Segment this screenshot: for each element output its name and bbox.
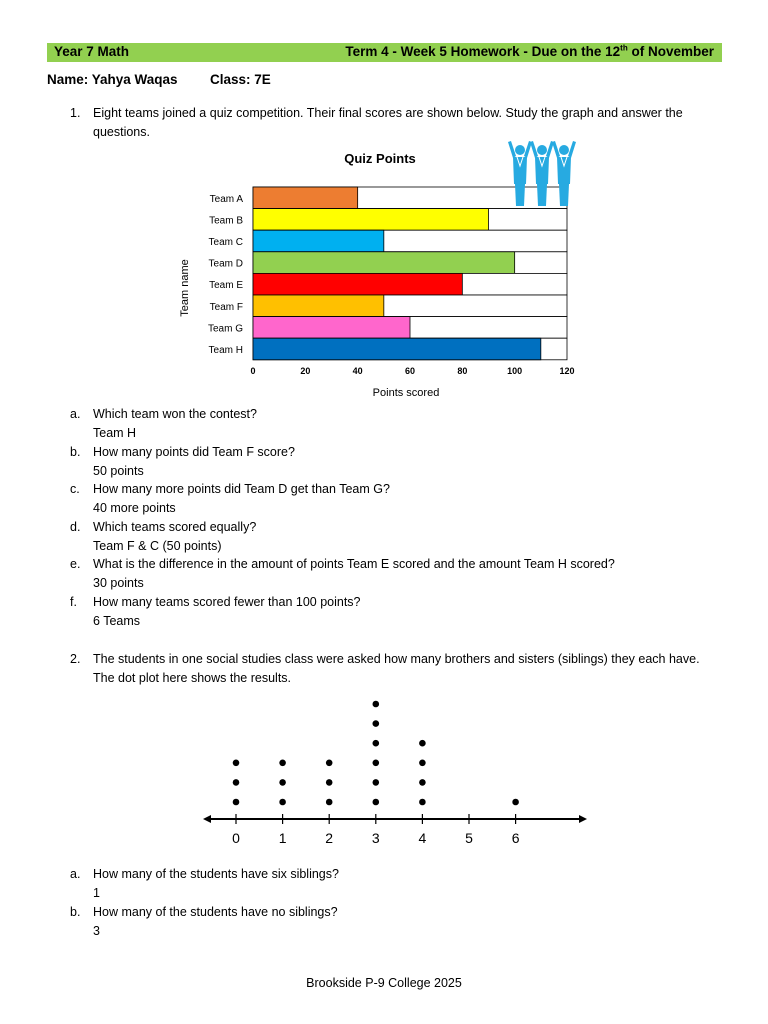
tick-label: 0 xyxy=(232,830,240,846)
dot xyxy=(373,701,380,708)
q1-part-answer: 6 Teams xyxy=(93,613,141,628)
dot xyxy=(373,760,380,767)
q2-part-question: How many of the students have no siblings? xyxy=(93,904,338,919)
dot xyxy=(419,779,426,786)
bar-category-label: Team B xyxy=(209,215,243,227)
q2-part-letter: a. xyxy=(70,867,81,881)
dot xyxy=(373,720,380,727)
tick-label: 1 xyxy=(278,830,287,846)
q1-part-answer: 50 points xyxy=(93,463,144,478)
student-class: Class: 7E xyxy=(210,72,271,87)
q2-part-question: How many of the students have six siblings? xyxy=(93,867,339,881)
q1-part-answer: Team H xyxy=(93,426,137,440)
bar xyxy=(253,187,358,209)
dot xyxy=(326,799,333,806)
dot xyxy=(512,799,519,806)
quiz-points-chart xyxy=(170,140,600,402)
bar xyxy=(253,252,515,274)
x-axis-label: Points scored xyxy=(372,387,440,399)
arrow-right-icon xyxy=(579,815,587,823)
q1-part-letter: b. xyxy=(70,444,81,459)
dot xyxy=(279,779,286,786)
x-tick-label: 60 xyxy=(404,365,416,376)
dot xyxy=(373,779,380,786)
dot xyxy=(326,760,333,767)
q1-part-answer: Team F & C (50 points) xyxy=(93,538,222,553)
dot xyxy=(279,799,286,806)
dot xyxy=(419,740,426,747)
y-axis-label: Team name xyxy=(179,259,191,317)
question-2-prompt: The students in one social studies class were asked how many brothers and sisters (siblings) they each have. The dot plot here shows the results. xyxy=(93,652,700,685)
dot xyxy=(233,779,240,786)
header-bar xyxy=(47,43,722,62)
assignment-title: Term 4 - Week 5 Homework - Due on the 12th of November xyxy=(345,43,714,59)
bar xyxy=(253,273,462,295)
people-celebrating-icon xyxy=(508,141,576,206)
question-2-number: 2. xyxy=(70,652,81,666)
bar-category-label: Team A xyxy=(209,193,243,205)
q1-part-question: What is the difference in the amount of points Team E scored and the amount Team H scored? xyxy=(93,557,615,571)
arrow-left-icon xyxy=(203,815,211,823)
x-tick-label: 120 xyxy=(559,365,575,376)
q1-part-letter: f. xyxy=(70,594,77,609)
dot xyxy=(419,799,426,806)
x-tick-label: 20 xyxy=(300,365,311,376)
bar-category-label: Team F xyxy=(209,301,243,313)
q1-part-letter: d. xyxy=(70,519,81,534)
x-tick-label: 40 xyxy=(352,365,363,376)
q1-part-answer: 30 points xyxy=(93,576,144,590)
dot xyxy=(373,799,380,806)
bar-category-label: Team D xyxy=(208,258,243,270)
q1-part-letter: a. xyxy=(70,407,81,421)
q1-part-answer: 40 more points xyxy=(93,501,176,515)
dot xyxy=(279,760,286,767)
x-tick-label: 80 xyxy=(457,365,468,376)
dot xyxy=(326,779,333,786)
x-tick-label: 0 xyxy=(250,365,256,376)
q1-part-question: Which teams scored equally? xyxy=(93,519,257,534)
question-1-number: 1. xyxy=(70,106,81,120)
tick-label: 3 xyxy=(371,830,380,846)
x-tick-label: 100 xyxy=(507,365,523,376)
dot xyxy=(233,760,240,767)
bar xyxy=(253,338,541,360)
q1-part-question: How many points did Team F score? xyxy=(93,444,295,459)
tick-label: 2 xyxy=(325,830,334,846)
chart-title: Quiz Points xyxy=(344,151,416,166)
bar-category-label: Team G xyxy=(207,323,243,335)
bar-category-label: Team H xyxy=(208,345,243,356)
student-name: Name: Yahya Waqas xyxy=(47,72,178,87)
dot xyxy=(373,740,380,747)
question-1-prompt: Eight teams joined a quiz competition. Their final scores are shown below. Study the graph and answer the questions. xyxy=(93,106,683,139)
q1-part-question: How many teams scored fewer than 100 points? xyxy=(93,594,361,609)
tick-label: 6 xyxy=(511,830,520,846)
bar xyxy=(253,230,384,252)
bar-category-label: Team E xyxy=(209,280,243,292)
q1-part-letter: c. xyxy=(70,482,80,496)
tick-label: 4 xyxy=(418,830,427,846)
dot xyxy=(233,799,240,806)
subject-title: Year 7 Math xyxy=(54,44,130,59)
tick-label: 5 xyxy=(465,830,473,846)
q1-part-question: Which team won the contest? xyxy=(93,407,257,421)
q1-part-letter: e. xyxy=(70,557,81,571)
bar-category-label: Team C xyxy=(208,237,243,248)
footer: Brookside P-9 College 2025 xyxy=(306,976,462,990)
bar xyxy=(253,317,410,339)
q1-part-question: How many more points did Team D get than Team G? xyxy=(93,482,390,496)
siblings-dot-plot xyxy=(195,695,595,855)
dot xyxy=(419,760,426,767)
q2-part-answer: 1 xyxy=(93,886,100,900)
bar xyxy=(253,209,489,231)
q2-part-letter: b. xyxy=(70,904,81,919)
bar xyxy=(253,295,384,317)
q2-part-answer: 3 xyxy=(93,923,100,938)
